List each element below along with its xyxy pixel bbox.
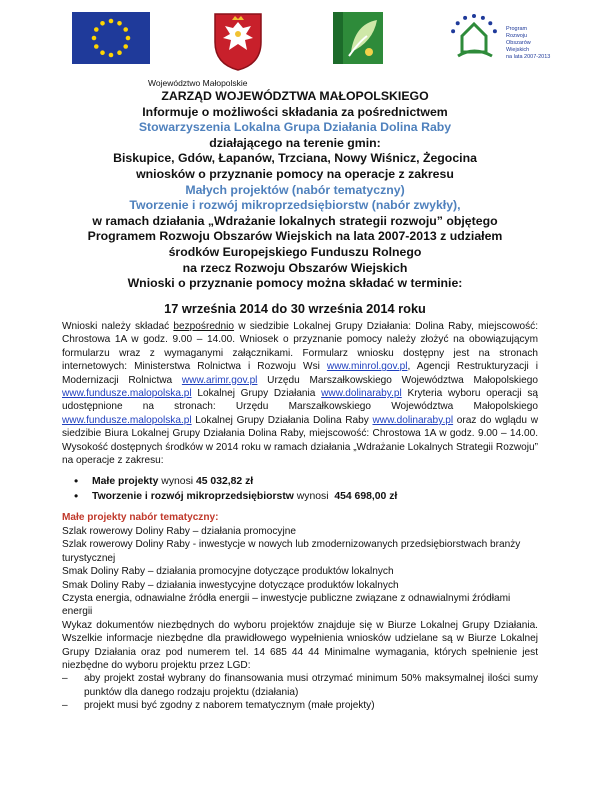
eu-star-icon <box>117 50 122 55</box>
eu-star-icon <box>123 44 128 49</box>
eu-star-icon <box>94 44 99 49</box>
prow-logo-text: Program Rozwoju Obszarów Wiejskich na lata 2007-2013 <box>506 26 551 60</box>
intro-text: Lokalnej Grupy Działania <box>191 388 322 400</box>
topic-item: Smak Doliny Raby – działania inwestycyjne dotyczące produktów lokalnych <box>62 579 399 591</box>
topic-item: Smak Doliny Raby – działania promocyjne dotyczące produktów lokalnych <box>62 566 394 578</box>
intro-paragraph <box>62 320 538 467</box>
intro-text: , Agencji Restrukturyzacji i Modernizacji Rolnictwa <box>62 361 538 386</box>
documents-paragraph: Wykaz dokumentów niezbędnych do wyboru projektów znajduje się w Biurze Lokalnej Grupy Działania. Wszelkie informacje niezbędne dla prawidłowego wypełnienia wniosków udzielane są w Biurze Lokalnej Grupy Działania oraz pod numerem tel. 14 685 44 44 Minimalne wymagania, których spełnienie jest niezbędne do wyboru projektu przez LGD: <box>62 619 538 671</box>
leader-logo-icon <box>333 12 383 64</box>
header-line: Biskupice, Gdów, Łapanów, Trzciana, Nowy Wiśnicz, Żegocina <box>113 151 477 166</box>
eu-star-icon <box>126 36 131 41</box>
topic-item: Szlak rowerowy Doliny Raby - inwestycje w nowych lub zmodernizowanych przedsiębiorstwach branży turystycznej <box>62 539 521 564</box>
eu-star-icon <box>117 21 122 26</box>
intro-text: Lokalnej Grupy Działania Dolina Raby <box>191 414 373 426</box>
topic-item: Czysta energia, odnawialne źródła energii – inwestycje publiczne związane z odnawialnymi źródłami energii <box>62 592 511 618</box>
prow-logo-icon <box>448 12 506 70</box>
header-line: ZARZĄD WOJEWÓDZTWA MAŁOPOLSKIEGO <box>161 89 429 103</box>
link-minrol[interactable]: www.minrol.gov.pl <box>326 361 408 373</box>
requirements-list <box>62 672 538 712</box>
header-line: wniosków o przyznanie pomocy na operacje z zakresu <box>136 166 454 181</box>
amount-label: Tworzenie i rozwój mikroprzedsiębiorstw <box>92 491 294 503</box>
eu-star-icon <box>123 27 128 32</box>
intro-text: w siedzibie Lokalnej Grupy Działania: Dolina Raby, miejscowość: Chrostowa 1A w godz. 9.00 – 14.00. Wniosek o przyznanie pomocy należy złożyć na obowiązującym formularzu wraz z wymaganymi załącznikami. Formularz wniosku dostępny jest na stronach internetowych: Ministerstwa Rolnictwa i Rozwoju Wsi <box>62 321 538 373</box>
link-fundusze-malopolska-2[interactable]: www.fundusze.malopolska.pl <box>62 414 192 426</box>
link-fundusze-malopolska[interactable]: www.fundusze.malopolska.pl <box>62 388 192 400</box>
header-line: Wnioski o przyznanie pomocy można składać w terminie: <box>127 276 463 291</box>
header-line: Programem Rozwoju Obszarów Wiejskich na lata 2007-2013 z udziałem <box>87 229 503 244</box>
announcement-body <box>62 320 538 713</box>
eu-star-icon <box>109 19 114 24</box>
intro-underlined: bezpośrednio <box>173 321 235 332</box>
region-label: Województwo Małopolskie <box>148 78 248 88</box>
requirement-item: – aby projekt został wybrany do finansowania musi otrzymać minimum 50% maksymalnej ilości sumy punktów dla danego rodzaju projektu (działania) <box>62 672 538 699</box>
link-dolinaraby[interactable]: www.dolinaraby.pl <box>321 388 402 400</box>
funding-amounts <box>62 474 538 504</box>
amount-value: 45 032,82 zł <box>195 476 254 488</box>
link-dolinaraby-2[interactable]: www.dolinaraby.pl <box>372 414 454 426</box>
prow-star-icon <box>463 16 467 20</box>
link-arimr[interactable]: www.arimr.gov.pl <box>181 374 258 386</box>
eu-star-icon <box>100 50 105 55</box>
intro-text: Wnioski należy składać <box>62 321 174 332</box>
section-title: Małe projekty nabór tematyczny: <box>62 512 219 524</box>
header-line: działającego na terenie gmin: <box>209 135 381 150</box>
header-line: Stowarzyszenia Lokalna Grupa Działania Dolina Raby <box>138 120 452 135</box>
eu-flag-icon <box>72 12 150 64</box>
logo-bar <box>0 12 590 74</box>
malopolska-coat-of-arms-icon <box>213 12 263 72</box>
header-line: środków Europejskiego Funduszu Rolnego <box>168 244 422 259</box>
amount-value: 454 698,00 zł <box>334 491 398 503</box>
prow-star-icon <box>488 21 492 25</box>
eu-star-icon <box>94 27 99 32</box>
eu-star-icon <box>92 36 97 41</box>
header-line: Tworzenie i rozwój mikroprzedsiębiorstw (nabór zwykły), <box>129 198 461 213</box>
header-line: Informuje o możliwości składania za pośrednictwem <box>142 104 448 119</box>
topics-list <box>62 525 538 619</box>
amount-item <box>74 474 538 489</box>
topic-item: Szlak rowerowy Doliny Raby – działania promocyjne <box>62 525 296 537</box>
amount-item <box>74 489 538 504</box>
prow-star-icon <box>451 29 455 33</box>
announcement-header <box>0 78 590 316</box>
eu-star-icon <box>100 21 105 26</box>
amount-connector: wynosi <box>158 476 196 488</box>
application-dates: 17 września 2014 do 30 września 2014 roku <box>164 300 426 316</box>
prow-star-icon <box>472 14 476 18</box>
prow-star-icon <box>456 21 460 25</box>
amount-label: Małe projekty <box>92 476 159 488</box>
prow-star-icon <box>481 16 485 20</box>
intro-text: Urzędu Marszałkowskiego Województwa Małopolskiego <box>257 374 538 386</box>
prow-star-icon <box>493 29 497 33</box>
header-line: na rzecz Rozwoju Obszarów Wiejskich <box>182 260 408 275</box>
header-lines <box>0 89 590 292</box>
eu-star-icon <box>109 53 114 58</box>
header-line: w ramach działania „Wdrażanie lokalnych strategii rozwoju” objętego <box>92 213 498 228</box>
header-line: Małych projektów (nabór tematyczny) <box>185 182 405 197</box>
intro-text: Kryteria wyboru operacji są udostępnione na stronach: Urzędu Marszałkowskiego Województwa Małopolskiego <box>62 388 538 413</box>
requirement-item: – projekt musi być zgodny z naborem tematycznym (małe projekty) <box>62 699 538 712</box>
intro-text: oraz do wglądu w siedzibie Biura Lokalnej Grupy Działania Dolina Raby, miejscowość: Chrostowa 1A w godz. 9.00 – 14.00. Wysokość dostępnych środków w 2014 roku w ramach działania „Wdrażanie Lokalnych Strategii Rozwoju” na operacje z zakresu: <box>62 414 538 467</box>
amount-connector: wynosi <box>293 491 335 503</box>
